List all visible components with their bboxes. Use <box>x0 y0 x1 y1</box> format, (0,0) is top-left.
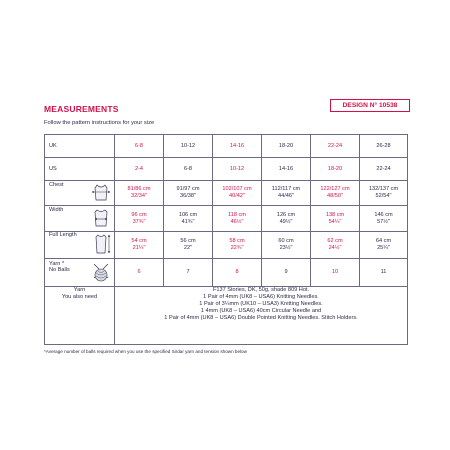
width-value: 118 cm 46½" <box>213 206 262 232</box>
us-size: 18-20 <box>311 158 360 181</box>
us-size: 10-12 <box>213 158 262 181</box>
width-label-cell <box>45 206 115 232</box>
width-value: 146 cm 57½" <box>360 206 408 232</box>
us-size: 14-16 <box>262 158 311 181</box>
chest-value: 122/127 cm 48/50" <box>311 181 360 206</box>
uk-size: 6-8 <box>115 135 164 158</box>
yarn-balls-value: 9 <box>262 259 311 287</box>
yarn-info-line: F137 Stories, DK, 50g, shade 809 Hot. <box>212 287 310 293</box>
yarn-info-cell <box>115 287 408 345</box>
us-label: US <box>45 158 115 181</box>
uk-size: 14-16 <box>213 135 262 158</box>
uk-label: UK <box>45 135 115 158</box>
chest-value: 132/137 cm 52/54" <box>360 181 408 206</box>
uk-row <box>45 135 408 158</box>
us-size: 2-4 <box>115 158 164 181</box>
yarn-balls-value: 8 <box>213 259 262 287</box>
us-row <box>45 158 408 181</box>
footnote: *Average number of balls required when you use the specified Sirdar yarn and tension shown below <box>44 349 247 354</box>
subtitle: Follow the pattern instructions for your size <box>44 120 155 126</box>
width-value: 126 cm 49½" <box>262 206 311 232</box>
yarn-balls-label-cell <box>45 259 115 287</box>
yarn-balls-value: 10 <box>311 259 360 287</box>
width-value: 138 cm 54¼" <box>311 206 360 232</box>
yarn-balls-row <box>45 259 408 287</box>
chest-label-cell <box>45 181 115 206</box>
yarn-info-line: 1 Pair of 4mm (UK8 – USA6) Double Pointed Knitting Needles. Stitch Holders. <box>164 314 358 321</box>
yarn-balls-value: 11 <box>360 259 408 287</box>
us-size: 6-8 <box>164 158 213 181</box>
length-label: Full Length <box>49 232 77 238</box>
width-value: 106 cm 41¾" <box>164 206 213 232</box>
length-value: 62 cm 24½" <box>311 232 360 259</box>
chest-value: 91/97 cm 36/38" <box>164 181 213 206</box>
uk-size: 26-28 <box>360 135 408 158</box>
width-diagram-icon <box>90 208 112 231</box>
width-label: Width <box>49 206 64 213</box>
uk-size: 18-20 <box>262 135 311 158</box>
length-label-cell <box>45 232 115 259</box>
length-row <box>45 232 408 259</box>
design-number-box: DESIGN N° 10538 <box>330 99 410 112</box>
us-size: 22-24 <box>360 158 408 181</box>
you-also-need-label: You also need <box>61 293 98 300</box>
width-value: 96 cm 37¾" <box>115 206 164 232</box>
chest-value: 102/107 cm 40/42" <box>213 181 262 206</box>
chest-row <box>45 181 408 206</box>
yarn-label: Yarn <box>73 287 86 293</box>
yarn-ball-icon <box>90 262 112 285</box>
width-row <box>45 206 408 232</box>
yarn-info-label-cell <box>45 287 115 345</box>
yarn-info-line: 1 Pair of 3¼mm (UK10 – USA3) Knitting Needles. <box>199 300 323 307</box>
length-value: 56 cm 22" <box>164 232 213 259</box>
yarn-balls-label: Yarn * No Balls <box>49 260 70 274</box>
length-value: 64 cm 25¼" <box>360 232 408 259</box>
yarn-balls-value: 7 <box>164 259 213 287</box>
length-value: 54 cm 21¼" <box>115 232 164 259</box>
length-value: 58 cm 22¾" <box>213 232 262 259</box>
yarn-info-line: 1 Pair of 4mm (UK8 – USA6) Knitting Needles. <box>203 293 319 300</box>
yarn-balls-value: 6 <box>115 259 164 287</box>
measurements-heading: MEASUREMENTS <box>44 104 119 114</box>
length-value: 60 cm 23½" <box>262 232 311 259</box>
yarn-info-row <box>45 287 408 345</box>
chest-diagram-icon <box>90 183 112 204</box>
yarn-info-line: 1 4mm (UK8 – USA6) 40cm Circular Needle and <box>200 307 322 314</box>
chest-value: 112/117 cm 44/46" <box>262 181 311 206</box>
uk-size: 10-12 <box>164 135 213 158</box>
chest-value: 81/86 cm 32/34" <box>115 181 164 206</box>
measurements-table <box>44 134 408 345</box>
uk-size: 22-24 <box>311 135 360 158</box>
chest-label: Chest <box>49 182 64 188</box>
length-diagram-icon <box>90 233 112 258</box>
